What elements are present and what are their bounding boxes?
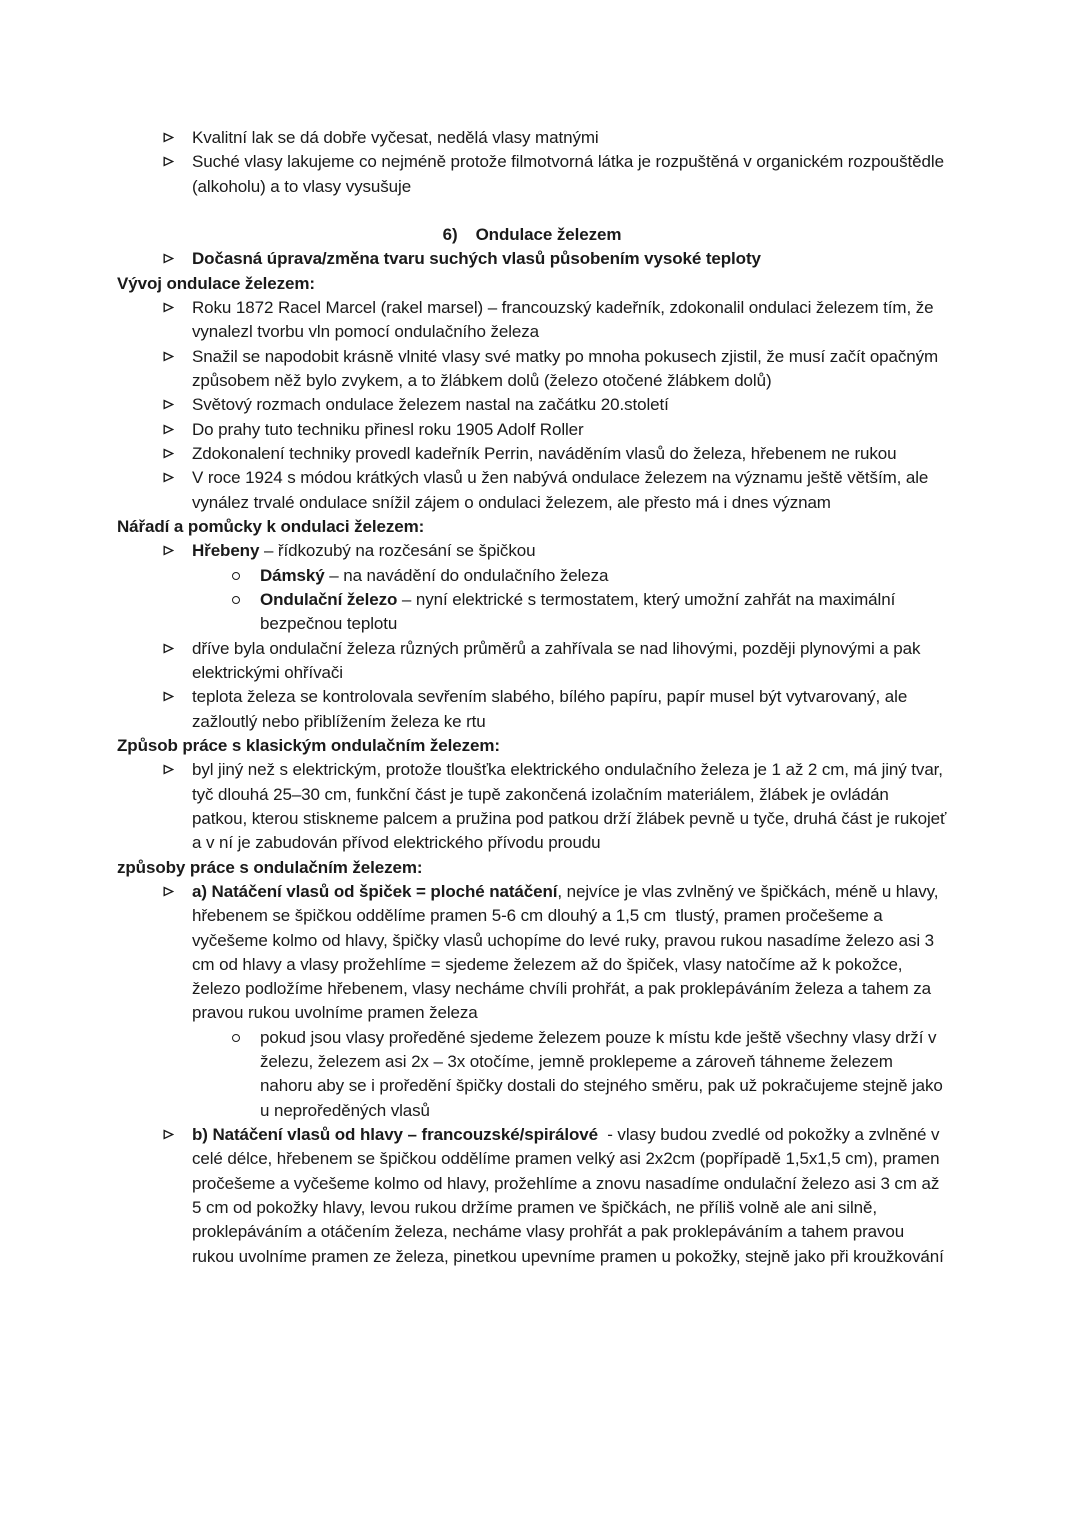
arrow-bullet-icon (163, 448, 174, 459)
bullet-text: Snažil se napodobit krásně vlnité vlasy své matky po mnoha pokusech zjistil, že musí začít opačným způsobem něž bylo zvykem, a to žlábkem dolů (železo otočené žlábkem dolů) (192, 346, 943, 390)
bullet-item (117, 685, 947, 734)
section-title: způsoby práce s ondulačním železem: (117, 857, 423, 877)
bullet-item (117, 150, 947, 199)
bullet-term: b) Natáčení vlasů od hlavy – francouzské/spirálové (192, 1125, 598, 1145)
bullet-text: pokud jsou vlasy proředěné sjedeme železem pouze k místu kde ještě všechny vlasy drží v železu, železem asi 2x – 3x otočíme, jemně proklepeme a zároveň táhneme železem nahoru aby se i proředění špičky dostali do stejného směru, pak už pokračujeme stejně jako u neproředěných vlasů (260, 1027, 948, 1120)
arrow-bullet-icon (163, 132, 174, 143)
bullet-text: – nyní elektrické s termostatem, který umožní zahřát na maximální bezpečnou teplotu (260, 589, 900, 634)
arrow-bullet-icon (163, 691, 174, 702)
bullet-item (117, 393, 947, 417)
bullet-text: Roku 1872 Racel Marcel (rakel marsel) – francouzský kadeřník, zdokonalil ondulaci železem tím, že vynalezl tvorbu vln pomocí ondulačního železa (192, 297, 939, 342)
bullet-term: Ondulační železo (260, 589, 398, 609)
bullet-text: – řídkozubý na rozčesání se špičkou (259, 541, 536, 561)
bullet-item (117, 880, 947, 1026)
bullet-text: Suché vlasy lakujeme co nejméně protože filmotvorná látka je rozpuštěná v organickém rozpouštědle (alkoholu) a to vlasy vysušuje (192, 152, 949, 196)
bullet-item (117, 637, 947, 686)
bullet-item (117, 296, 947, 345)
bullet-text: , nejvíce je vlas zvlněný ve špičkách, méně u hlavy, hřebenem se špičkou oddělíme pramen 5-6 cm dlouhý a 1,5 cm tlustý, pramen pročešeme a vyčešeme kolmo od hlavy, špičky vlasů uchopíme do levé ruky, pravou rukou nasadíme železo asi 3 cm od hlavy a vlasy prožehlíme = sjedeme železem až do špiček, vlasy natočíme až k pokožce, železo podložíme hřebenem, vlasy necháme chvíli prohřát, a pak proklepáváním železa a tahem za pravou rukou uvolníme pramen železa (192, 881, 943, 1023)
heading-title: Ondulace železem (475, 224, 622, 244)
heading-number: 6) (442, 224, 458, 244)
bullet-text: Zdokonalení techniky provedl kadeřník Perrin, naváděním vlasů do železa, hřebenem ne rukou (192, 443, 897, 463)
arrow-bullet-icon (163, 643, 174, 654)
bullet-text: V roce 1924 s módou krátkých vlasů u žen nabývá ondulace železem na významu ještě větším, ale vynález trvalé ondulace snížil zájem o ondulaci železem, ale přesto má i dnes význam (192, 468, 933, 512)
bullet-item (117, 345, 947, 394)
bullet-term: Dámský (260, 565, 325, 585)
arrow-bullet-icon (163, 253, 174, 264)
bullet-text: dříve byla ondulační železa různých průměrů a zahřívala se nad lihovými, později plynovými a pak elektrickými ohřívači (192, 638, 926, 682)
arrow-bullet-icon (163, 886, 174, 897)
bullet-text: Do prahy tuto techniku přinesl roku 1905 Adolf Roller (192, 419, 584, 439)
section-title: Způsob práce s klasickým ondulačním železem: (117, 735, 500, 755)
arrow-bullet-icon (163, 156, 174, 167)
arrow-bullet-icon (163, 1129, 174, 1140)
bullet-item (117, 418, 947, 442)
arrow-bullet-icon (163, 764, 174, 775)
bullet-text: Kvalitní lak se dá dobře vyčesat, nedělá vlasy matnými (192, 128, 599, 147)
bullet-item (117, 539, 947, 563)
numbered-heading (117, 223, 947, 247)
bullet-text: - vlasy budou zvedlé od pokožky a zvlněné v celé délce, hřebenem se špičkou oddělíme pramen velký asi 2x2cm (popřípadě 1,5x1,5 cm), pramen pročešeme a vyčešeme kolmo od hlavy, prožehlíme a znovu nasadíme ondulační železo asi 3 cm až 5 cm od pokožky hlavy, levou rukou držíme pramen ve špičkách, ne příliš volně ale ani silně, proklepáváním a otáčením železa, necháme vlasy prohřát a pak proklepáváním a tahem pravou rukou uvolníme pramen ze železa, pinetkou upevníme pramen u pokožky, stejně jako při kroužkování (192, 1125, 945, 1266)
bullet-text: – na navádění do ondulačního železa (324, 565, 609, 585)
bullet-item (117, 126, 947, 150)
circle-bullet-icon (232, 1034, 240, 1042)
bullet-item (117, 442, 947, 466)
sub-bullet-item (117, 564, 947, 588)
arrow-bullet-icon (163, 302, 174, 313)
bullet-item (117, 1123, 947, 1269)
bullet-text: Světový rozmach ondulace železem nastal na začátku 20.století (192, 395, 669, 415)
bullet-text: Dočasná úprava/změna tvaru suchých vlasů působením vysoké teploty (192, 249, 761, 269)
arrow-bullet-icon (163, 545, 174, 556)
circle-bullet-icon (232, 596, 240, 604)
bullet-term: Hřebeny (192, 541, 260, 561)
section-title: Nářadí a pomůcky k ondulaci železem: (117, 516, 425, 536)
arrow-bullet-icon (163, 351, 174, 362)
sub-bullet-item (117, 588, 947, 637)
bullet-text: byl jiný než s elektrickým, protože tloušťka elektrického ondulačního železa je 1 až 2 cm, má jiný tvar, tyč dlouhá 25–30 cm, funkční část je tupě zakončená izolačním materiálem, žlábek je ovládán patkou, kterou stiskneme palcem a pružina pod patkou drží žlábek pevně u tyče, druhá část je rukojeť a v ní je zabudován přívod elektrického přívodu proudu (192, 760, 951, 853)
bullet-item (117, 247, 947, 271)
bullet-text: teplota železa se kontrolovala sevřením slabého, bílého papíru, papír musel být vytvarovaný, ale zažloutlý nebo přiblížením železa ke rtu (192, 687, 912, 731)
section-title: Vývoj ondulace železem: (117, 273, 315, 293)
arrow-bullet-icon (163, 399, 174, 410)
arrow-bullet-icon (163, 424, 174, 435)
bullet-item (117, 758, 951, 855)
circle-bullet-icon (232, 572, 240, 580)
bullet-item (117, 466, 947, 515)
arrow-bullet-icon (163, 472, 174, 483)
bullet-term: a) Natáčení vlasů od špiček = ploché natáčení (192, 881, 558, 901)
sub-bullet-item (117, 1026, 947, 1123)
